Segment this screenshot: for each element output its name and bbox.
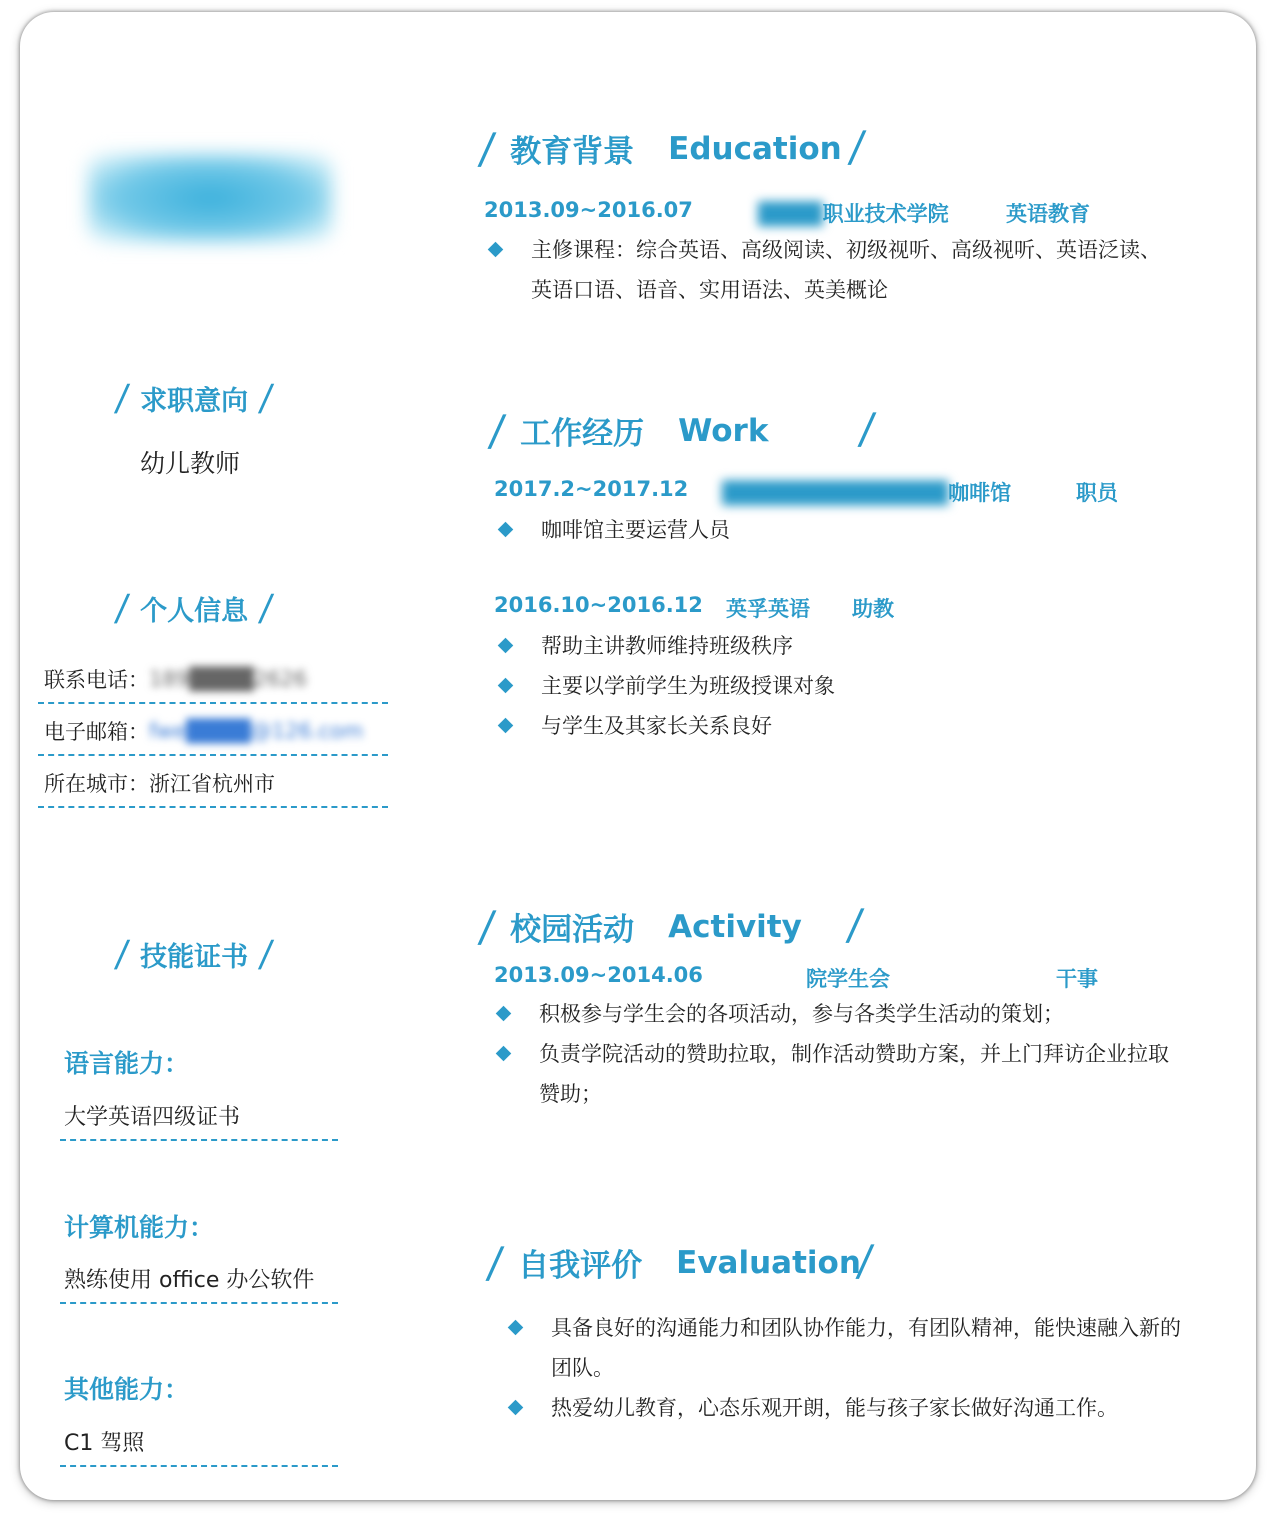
job2-bullets	[496, 626, 1196, 746]
slash-icon: /	[856, 404, 878, 453]
list-item: 主要以学前学生为班级授课对象	[496, 666, 1196, 706]
name-blurred	[88, 154, 332, 242]
slash-icon: /	[486, 406, 508, 455]
diamond-bullet-icon	[508, 1320, 524, 1336]
list-item: 热爱幼儿教育，心态乐观开朗，能与孩子家长做好沟通工作。	[506, 1388, 1240, 1428]
evaluation-title-cn: 自我评价	[518, 1248, 643, 1284]
activity-bullets	[494, 994, 1234, 1114]
diamond-bullet-icon	[498, 678, 514, 694]
diamond-bullet-icon	[498, 522, 514, 538]
slash-icon: /	[113, 588, 132, 629]
activity-period: 2013.09~2014.06	[494, 963, 703, 987]
diamond-bullet-icon	[496, 1046, 512, 1062]
evaluation-title-en: Evaluation	[676, 1244, 861, 1281]
evaluation-bullets	[506, 1308, 1240, 1428]
diamond-bullet-icon	[496, 1006, 512, 1022]
email-label: 电子邮箱：	[44, 720, 149, 744]
courses-line-2: 英语口语、语音、实用语法、英美概论	[531, 278, 888, 302]
slash-icon: /	[257, 378, 276, 419]
phone-value: 189████2626	[149, 667, 308, 691]
activity-role: 干事	[1056, 967, 1098, 991]
activity-heading	[476, 902, 802, 951]
activity-title-en: Activity	[668, 908, 802, 945]
activity-org: 院学生会	[806, 967, 890, 991]
company-name-blurred: ██████████████	[722, 481, 949, 505]
school-name-blurred: ████	[758, 202, 823, 226]
job2-company: 英孚英语	[726, 597, 810, 621]
skills-title: 技能证书	[140, 942, 249, 973]
slash-icon: /	[257, 588, 276, 629]
job1-bullets	[496, 510, 1196, 550]
evaluation-heading	[484, 1238, 861, 1287]
work-title-en: Work	[678, 412, 769, 449]
city-label: 所在城市：	[44, 772, 149, 796]
intent-heading	[113, 378, 276, 419]
activity-title-cn: 校园活动	[510, 912, 635, 948]
diamond-bullet-icon	[508, 1400, 524, 1416]
list-item: 与学生及其家长关系良好	[496, 706, 1196, 746]
job1-period: 2017.2~2017.12	[494, 477, 689, 501]
email-row	[38, 708, 388, 756]
work-heading	[486, 406, 769, 455]
list-item: 积极参与学生会的各项活动，参与各类学生活动的策划；	[494, 994, 1234, 1034]
phone-label: 联系电话：	[44, 668, 149, 692]
work-title-cn: 工作经历	[520, 416, 645, 452]
education-title-cn: 教育背景	[510, 134, 635, 170]
other-label: 其他能力：	[64, 1375, 190, 1404]
computer-label: 计算机能力：	[64, 1213, 215, 1242]
slash-icon: /	[476, 902, 498, 951]
slash-icon: /	[476, 124, 498, 173]
slash-icon: /	[113, 934, 132, 975]
intent-value: 幼儿教师	[140, 449, 241, 478]
company-name: 咖啡馆	[948, 481, 1012, 505]
slash-icon: /	[844, 900, 866, 949]
education-title-en: Education	[668, 130, 842, 167]
email-value: fwe████@126.com	[149, 719, 364, 743]
job2-period: 2016.10~2016.12	[494, 593, 703, 617]
city-value: 浙江省杭州市	[149, 772, 275, 796]
courses-line-1: 主修课程：综合英语、高级阅读、初级视听、高级视听、英语泛读、	[531, 238, 1161, 262]
slash-icon: /	[846, 122, 868, 171]
computer-value: 熟练使用 office 办公软件	[60, 1263, 338, 1304]
education-courses	[486, 230, 1216, 310]
city-row	[38, 760, 388, 808]
personal-title: 个人信息	[140, 596, 249, 627]
language-value: 大学英语四级证书	[60, 1100, 338, 1141]
job1-role: 职员	[1076, 481, 1118, 505]
diamond-bullet-icon	[498, 718, 514, 734]
slash-icon: /	[854, 1236, 876, 1285]
list-item	[486, 230, 1216, 310]
job1-company	[722, 477, 1011, 507]
language-label: 语言能力：	[64, 1049, 190, 1078]
slash-icon: /	[113, 378, 132, 419]
education-period: 2013.09~2016.07	[484, 198, 693, 222]
school-name: 职业技术学院	[822, 202, 949, 226]
education-school	[758, 198, 949, 228]
slash-icon: /	[257, 934, 276, 975]
list-item: 具备良好的沟通能力和团队协作能力，有团队精神，能快速融入新的 团队。	[506, 1308, 1240, 1388]
diamond-bullet-icon	[498, 638, 514, 654]
list-item: 帮助主讲教师维持班级秩序	[496, 626, 1196, 666]
intent-title: 求职意向	[140, 386, 249, 417]
education-major: 英语教育	[1006, 202, 1090, 226]
list-item: 咖啡馆主要运营人员	[496, 510, 1196, 550]
personal-heading	[113, 588, 276, 629]
phone-row	[38, 656, 388, 704]
education-heading	[476, 124, 842, 173]
job2-role: 助教	[852, 597, 894, 621]
list-item: 负责学院活动的赞助拉取，制作活动赞助方案，并上门拜访企业拉取 赞助；	[494, 1034, 1234, 1114]
other-value: C1 驾照	[60, 1426, 338, 1467]
slash-icon: /	[484, 1238, 506, 1287]
diamond-bullet-icon	[488, 242, 504, 258]
skills-heading	[113, 934, 276, 975]
